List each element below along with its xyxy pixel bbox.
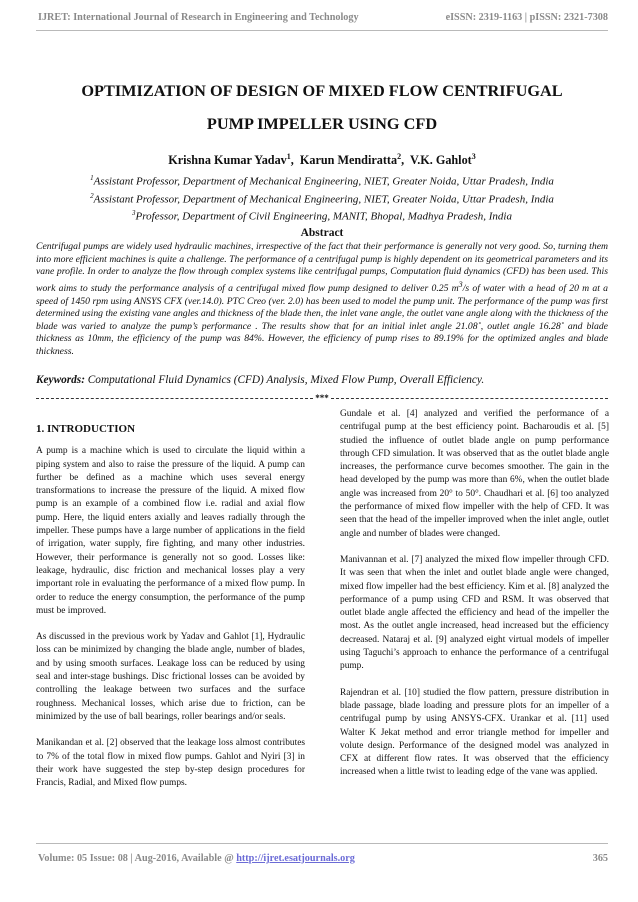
paragraph: Gundale et al. [4] analyzed and verified the performance of a centrifugal pump at the best efficiency point. Bacharoudis et al. [5] studied the influence of outlet blade angle on pump performance through CFD simulation. It was observed that as the outlet blade angle increases, the performance curve becomes smoother. The gain in the head developed by the pump was more than 6%, when the outlet blade angle was increased from 20° to 50°. Chaudhari et al. [6] too analyzed the performance of mixed flow impeller with the help of CFD. It was seen that the head of the impeller improved when the inlet angle, outlet angle and number of blades were changed. bbox=[340, 409, 609, 539]
keywords bbox=[36, 374, 608, 386]
separator-dash-left bbox=[36, 398, 313, 399]
affiliation-mark: 2 bbox=[90, 191, 94, 200]
paragraph: Manikandan et al. [2] observed that the leakage loss almost contributes to 7% of the total flow in mixed flow pumps. Gahlot and Nyiri [3] in their work have suggested the step by-step design procedures for Francis, Radial, and Mixed flow pumps. bbox=[36, 738, 305, 789]
abstract-superscript: 3 bbox=[458, 279, 463, 289]
paragraph: A pump is a machine which is used to circulate the liquid within a piping system and also to raise the pressure of the liquid. A pump can further be defined as a machine which uses several energy transformations to increase the pressure of the liquid. A mixed flow pump is an example of a combined flow i.e. radial and axial flow pump. Here, the liquid enters axially and leaves radially through the impeller. These pumps have a large number of applications in the field of irrigation, water supply, fire fighting, and many other industries. However, their performance is generally not so good. Losses like: leakage, hydraulic, disc friction and mechanical losses play a very important role in evaluating the performance of a mixed flow pump. In order to reduce the energy consumption, the performance of the pump must be improved. bbox=[36, 446, 305, 616]
left-column bbox=[36, 408, 305, 803]
footer-rule bbox=[36, 843, 608, 844]
abstract-text bbox=[36, 241, 608, 359]
paragraph: Manivannan et al. [7] analyzed the mixed flow impeller through CFD. It was seen that when the inlet and outlet blade angle were changed, mixed flow impeller had the best efficiency. Kim et al. [8] analyzed the performance of a pump using CFD and RSM. It was observed that outlet blade angle affected the efficiency and head of the impeller the most. As the outlet angle increased, head increased but the efficiency decreased. Nataraj et al. [9] analyzed eight virtual models of impeller using Taguchi’s approach to enhance the performance of a centrifugal pump. bbox=[340, 554, 609, 672]
affiliation-text: Assistant Professor, Department of Mechanical Engineering, NIET, Greater Noida, Uttar Pradesh, India bbox=[93, 193, 554, 206]
affiliation bbox=[36, 189, 608, 207]
affiliation-mark: 1 bbox=[90, 174, 94, 182]
header-rule bbox=[36, 30, 608, 31]
affiliation bbox=[36, 171, 608, 189]
title-line-2: PUMP IMPELLER USING CFD bbox=[206, 114, 438, 133]
author-mark: 3 bbox=[471, 152, 476, 161]
affiliation-mark: 3 bbox=[132, 209, 136, 218]
footer-volume bbox=[38, 853, 355, 864]
paper-title bbox=[36, 74, 608, 140]
author-mark: 2 bbox=[397, 152, 402, 161]
keywords-label: Keywords: bbox=[36, 374, 85, 386]
issn-info: eISSN: 2319-1163 | pISSN: 2321-7308 bbox=[445, 12, 608, 23]
right-column bbox=[340, 408, 609, 793]
separator-stars: *** bbox=[315, 393, 329, 403]
affiliation-text: Professor, Department of Civil Engineering, MANIT, Bhopal, Madhya Pradesh, India bbox=[135, 210, 512, 223]
running-header bbox=[38, 12, 608, 23]
author-name: V.K. Gahlot bbox=[409, 153, 472, 168]
title-line-1: OPTIMIZATION OF DESIGN OF MIXED FLOW CENTRIFUGAL bbox=[81, 81, 563, 100]
section-separator bbox=[36, 393, 608, 403]
journal-link[interactable]: http://ijret.esatjournals.org bbox=[236, 853, 355, 864]
volume-info: Volume: 05 Issue: 08 | Aug-2016, Available @ bbox=[38, 853, 237, 864]
affiliation bbox=[36, 206, 608, 224]
journal-name: IJRET: International Journal of Research in Engineering and Technology bbox=[38, 12, 359, 23]
separator-dash-right bbox=[331, 398, 608, 399]
running-footer bbox=[38, 853, 608, 864]
abstract-part-1: Centrifugal pumps are widely used hydraulic machines, irrespective of the fact that their performance is generally not very good. So, turning them into more efficient machines is quite a challenge. The performance of a centrifugal pump is highly dependent on its geometrical parameters and its vane profile. In order to analyze the flow through complex systems like centrifugal pumps, Computation fluid dynamics (CFD) has been used. This work aims to study the performance analysis of a centrifugal mixed flow pump designed to deliver 0.25 m bbox=[36, 241, 608, 295]
keywords-text: Computational Fluid Dynamics (CFD) Analysis, Mixed Flow Pump, Overall Efficiency. bbox=[84, 374, 485, 386]
author-name: Krishna Kumar Yadav bbox=[168, 153, 287, 168]
author-name: Karun Mendiratta bbox=[299, 153, 398, 168]
affiliation-text: Assistant Professor, Department of Mechanical Engineering, NIET, Greater Noida, Uttar Pradesh, India bbox=[93, 175, 554, 188]
paragraph: As discussed in the previous work by Yadav and Gahlot [1], Hydraulic loss can be minimized by changing the blade angle, number of blades, and by using smooth surfaces. Leakage loss can be reduced by using seal and inter-stage bushings. Disc frictional losses can be avoided by controlling the leakage between two surfaces and the surface roughness. Mechanical losses, which arise due to friction, can be minimized by the use of ball bearings, roller bearings and/or seals. bbox=[36, 632, 305, 722]
page-number: 365 bbox=[592, 853, 608, 864]
affiliation-list bbox=[36, 171, 608, 224]
section-heading: 1. INTRODUCTION bbox=[36, 423, 136, 435]
paragraph: Rajendran et al. [10] studied the flow pattern, pressure distribution in blade passage, blade loading and pressure plots for an impeller of a centrifugal pump by using ANSYS-CFX. Urankar et al. [11] used Walter K Jekat method and error triangle method for impeller and volute design. Performance of the designed model was analyzed in CFX at different flow rates. It was observed that the efficiency increased when a little twist to leading edge of the vane was applied. bbox=[340, 687, 609, 778]
abstract-heading: Abstract bbox=[300, 227, 344, 239]
author-list: Krishna Kumar Yadav$^1$, Karun Mendiratta$^2$, V.K. Gahlot$^3$ bbox=[168, 152, 476, 168]
abstract-part-2: /s of water with a head of 20 m at a speed of 1450 rpm using ANSYS CFX (ver.14.0). PTC Creo (ver. 2.0) has been used to model the pump unit. The performance of the pump was first determined using the existing vane angles and thickness of the blade then, the inlet vane angle, the outlet vane angle along with the thickness of the blade was varied to analyze the pump’s performance . The results show that for an initial inlet angle 21.08˚, outlet angle 16.28˚ and blade thickness as 10mm, the efficiency of the pump was 84%. However, the efficiency of pump rises to 89.19% for the optimized angles and blade thickness. bbox=[36, 283, 608, 357]
author-mark: 1 bbox=[286, 152, 291, 161]
